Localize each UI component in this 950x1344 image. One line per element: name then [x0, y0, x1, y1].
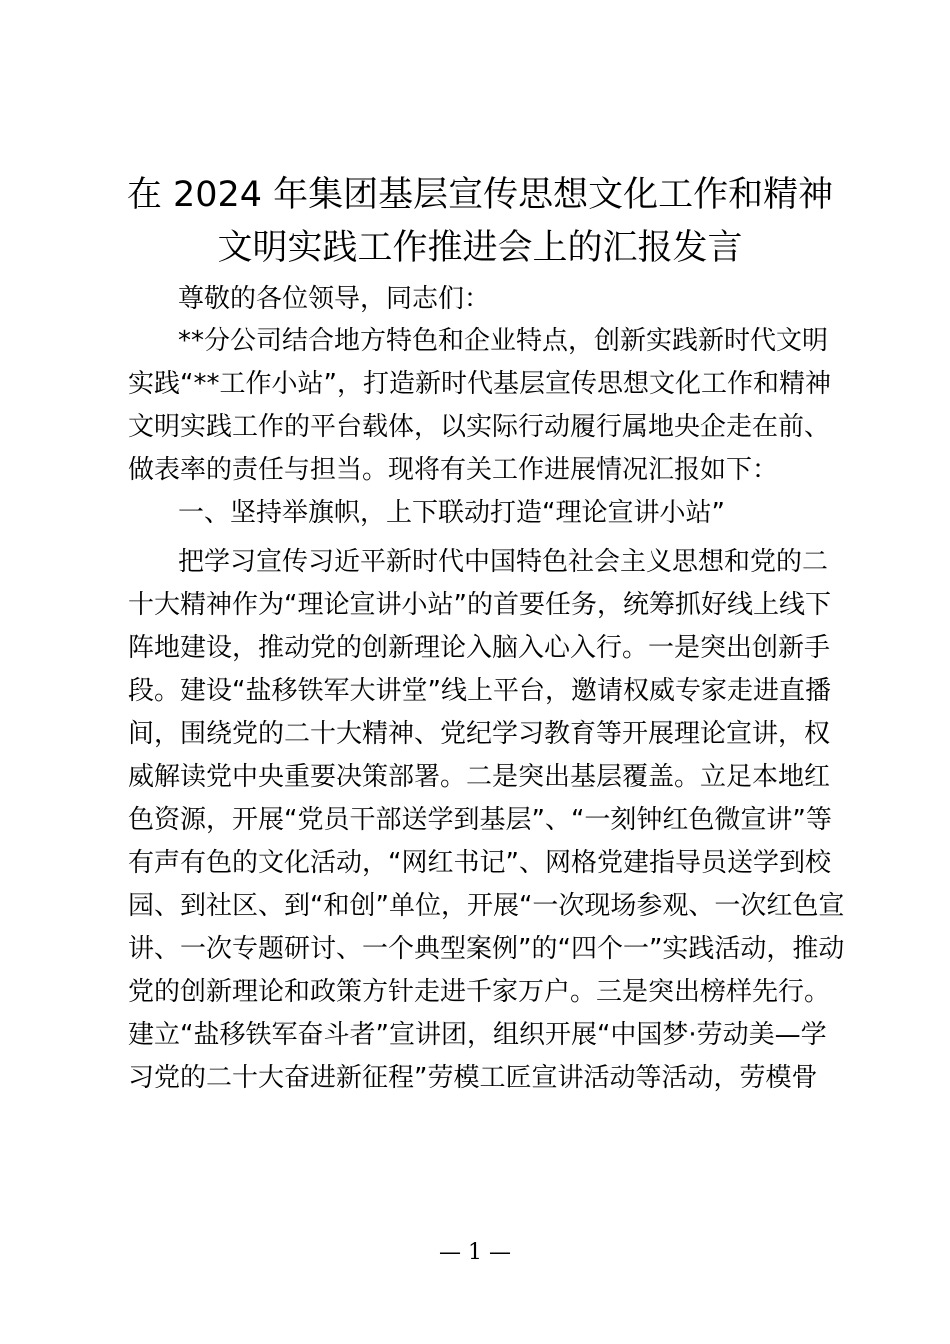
document-title-line-2: 文明实践工作推进会上的汇报发言 — [217, 228, 743, 268]
body-line-11: 党的创新理论和政策方针走进千家万户。三是突出榜样先行。 — [128, 977, 831, 1007]
intro-line-4: 做表率的责任与担当。现将有关工作进展情况汇报如下： — [128, 455, 779, 485]
intro-line-1: **分公司结合地方特色和企业特点，创新实践新时代文明 — [178, 326, 829, 356]
salutation: 尊敬的各位领导，同志们： — [178, 284, 491, 314]
intro-line-3: 文明实践工作的平台载体，以实际行动履行属地央企走在前、 — [128, 412, 831, 442]
body-line-9: 园、到社区、到“和创”单位，开展“一次现场参观、一次红色宣 — [128, 891, 845, 921]
body-line-5: 间，围绕党的二十大精神、党纪学习教育等开展理论宣讲，权 — [128, 719, 831, 749]
body-line-12: 建立“盐移铁军奋斗者”宣讲团，组织开展“中国梦·劳动美—学 — [128, 1020, 827, 1050]
body-line-7: 色资源，开展“党员干部送学到基层”、“一刻钟红色微宣讲”等 — [128, 805, 832, 835]
body-line-4: 段。建设“盐移铁军大讲堂”线上平台，邀请权威专家走进直播 — [128, 676, 831, 706]
body-line-3: 阵地建设，推动党的创新理论入脑入心入行。一是突出创新手 — [128, 633, 831, 663]
body-line-6: 威解读党中央重要决策部署。二是突出基层覆盖。立足本地红 — [128, 762, 831, 792]
body-line-8: 有声有色的文化活动，“网红书记”、网格党建指导员送学到校 — [128, 848, 831, 878]
body-line-1: 把学习宣传习近平新时代中国特色社会主义思想和党的二 — [178, 547, 829, 577]
section-heading: 一、坚持举旗帜，上下联动打造“理论宣讲小站” — [178, 498, 725, 528]
body-line-10: 讲、一次专题研讨、一个典型案例”的“四个一”实践活动，推动 — [128, 934, 845, 964]
body-line-2: 十大精神作为“理论宣讲小站”的首要任务，统筹抓好线上线下 — [128, 590, 831, 620]
intro-line-2: 实践“**工作小站”，打造新时代基层宣传思想文化工作和精神 — [128, 369, 831, 399]
document-title-line-1: 在 2024 年集团基层宣传思想文化工作和精神 — [126, 175, 834, 215]
body-line-13: 习党的二十大奋进新征程”劳模工匠宣讲活动等活动，劳模骨 — [128, 1063, 818, 1093]
page-number: — 1 — — [439, 1240, 511, 1265]
